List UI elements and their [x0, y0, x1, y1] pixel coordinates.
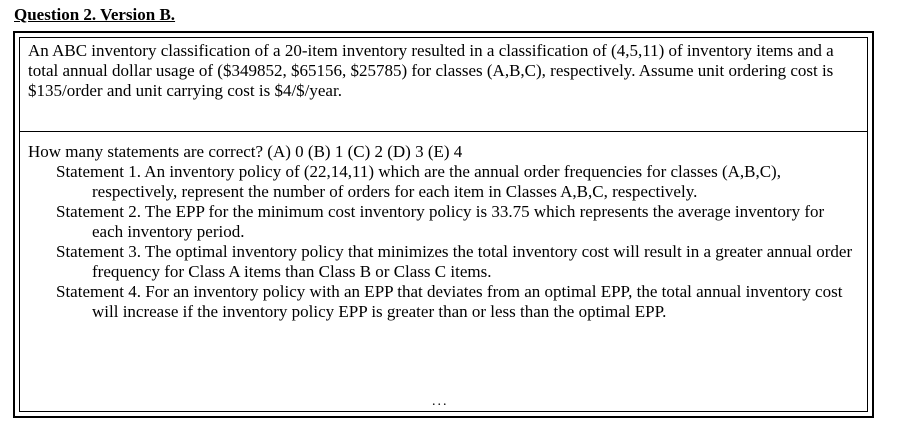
statement-3: Statement 3. The optimal inventory policy that minimizes the total inventory cost will result in a greater annual order frequency for Class A items than Class B or Class C items. — [56, 242, 853, 281]
continuation-ellipsis: ... — [432, 394, 449, 409]
statement-4: Statement 4. For an inventory policy with an EPP that deviates from an optimal EPP, the total annual inventory cost will increase if the inventory policy EPP is greater than or less than the optimal EPP. — [56, 282, 843, 321]
question-premise: An ABC inventory classification of a 20-item inventory resulted in a classification of (4,5,11) of inventory items and a total annual dollar usage of ($349852, $65156, $25785) for classes (A,B,C), respectively. Assume unit ordering cost is $135/order and unit carrying cost is $4/$/year. — [20, 38, 867, 132]
question-inner-box — [19, 37, 868, 412]
statement-1: Statement 1. An inventory policy of (22,14,11) which are the annual order frequencies for classes (A,B,C), respectively, represent the number of orders for each item in Classes A,B,C, respectively. — [56, 162, 781, 201]
question-box — [13, 31, 874, 418]
question-heading: Question 2. Version B. — [14, 5, 176, 24]
question-prompt: How many statements are correct? (A) 0 (B) 1 (C) 2 (D) 3 (E) 4 — [28, 142, 463, 161]
question-section — [20, 132, 867, 411]
statement-2: Statement 2. The EPP for the minimum cost inventory policy is 33.75 which represents the average inventory for each inventory period. — [56, 202, 825, 241]
